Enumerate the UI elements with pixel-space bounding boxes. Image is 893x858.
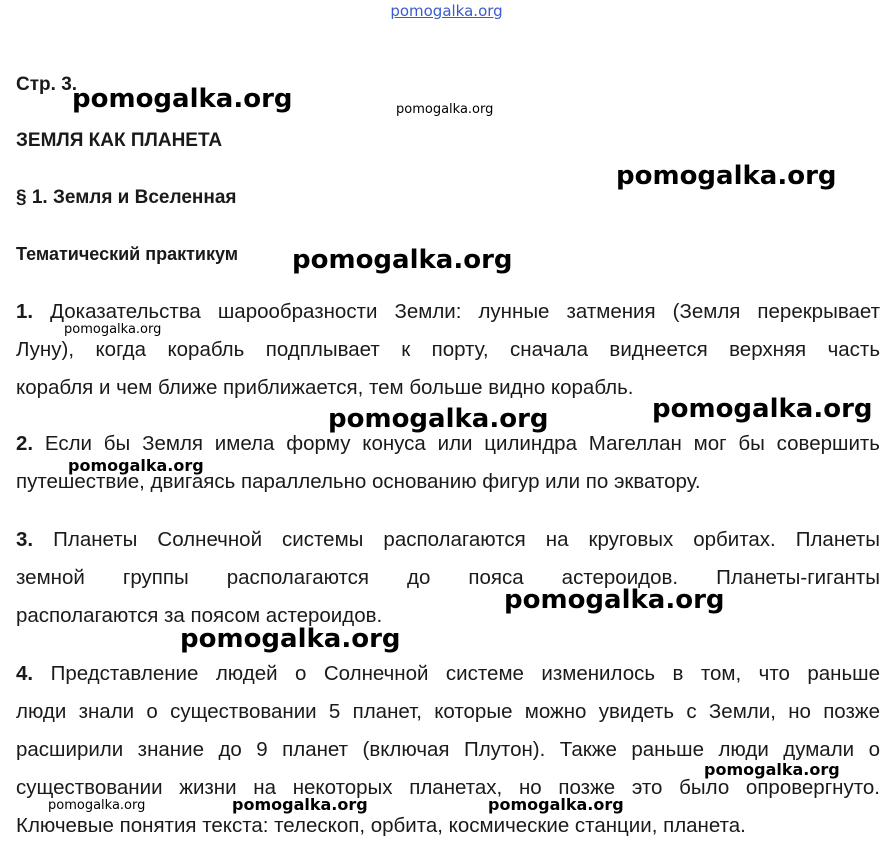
answer-line: расширили знание до 9 планет (включая Плутон). Также раньше люди думали о [16, 738, 880, 761]
answer-line: существовании жизни на некоторых планетах, но позже это было опровергнуто. [16, 776, 880, 799]
site-watermark-top[interactable]: pomogalka.org [390, 2, 503, 20]
answer-1 [16, 293, 880, 407]
answer-line: Луну), когда корабль подплывает к порту, сначала виднеется верхняя часть [16, 338, 880, 361]
answer-line [16, 521, 880, 559]
answer-line: люди знали о существовании 5 планет, которые можно увидеть с Земли, но позже [16, 700, 880, 723]
answer-text: Представление людей о Солнечной системе изменилось в том, что раньше [50, 662, 880, 685]
answer-number: 2. [16, 432, 34, 455]
page-label: Стр. 3. [16, 74, 78, 95]
watermark: pomogalka.org [488, 795, 624, 814]
answer-4 [16, 655, 880, 845]
watermark: pomogalka.org [328, 404, 549, 434]
answer-line [16, 655, 880, 693]
practicum-title: Тематический практикум [16, 244, 239, 264]
watermark: pomogalka.org [68, 456, 204, 475]
watermark: pomogalka.org [64, 322, 162, 337]
answer-text: Доказательства шарообразности Земли: лунные затмения (Земля перекрывает [50, 300, 880, 323]
answer-line: располагаются за поясом астероидов. [16, 604, 383, 627]
watermark: pomogalka.org [652, 394, 873, 424]
watermark: pomogalka.org [616, 161, 837, 191]
section-title: § 1. Земля и Вселенная [16, 187, 237, 208]
watermark: pomogalka.org [396, 102, 494, 117]
answer-line: корабля и чем ближе приближается, тем больше видно корабль. [16, 376, 634, 399]
watermark: pomogalka.org [232, 795, 368, 814]
answer-text: Если бы Земля имела форму конуса или цилиндра Магеллан мог бы совершить [44, 432, 880, 455]
answer-number: 3. [16, 528, 34, 551]
answer-line: Ключевые понятия текста: телескоп, орбита, космические станции, планета. [16, 814, 746, 837]
answer-line: земной группы располагаются до пояса астероидов. Планеты-гиганты [16, 566, 880, 589]
answer-3 [16, 521, 880, 635]
watermark: pomogalka.org [504, 585, 725, 615]
watermark: pomogalka.org [704, 760, 840, 779]
chapter-title: ЗЕМЛЯ КАК ПЛАНЕТА [16, 130, 223, 151]
answer-line: путешествие, двигаясь параллельно основанию фигур или по экватору. [16, 470, 701, 493]
watermark: pomogalka.org [48, 798, 146, 813]
answer-number: 4. [16, 662, 34, 685]
watermark: pomogalka.org [180, 624, 401, 654]
answer-text: Планеты Солнечной системы располагаются на круговых орбитах. Планеты [53, 528, 880, 551]
watermark: pomogalka.org [292, 245, 513, 275]
watermark: pomogalka.org [72, 84, 293, 114]
answer-number: 1. [16, 300, 34, 323]
